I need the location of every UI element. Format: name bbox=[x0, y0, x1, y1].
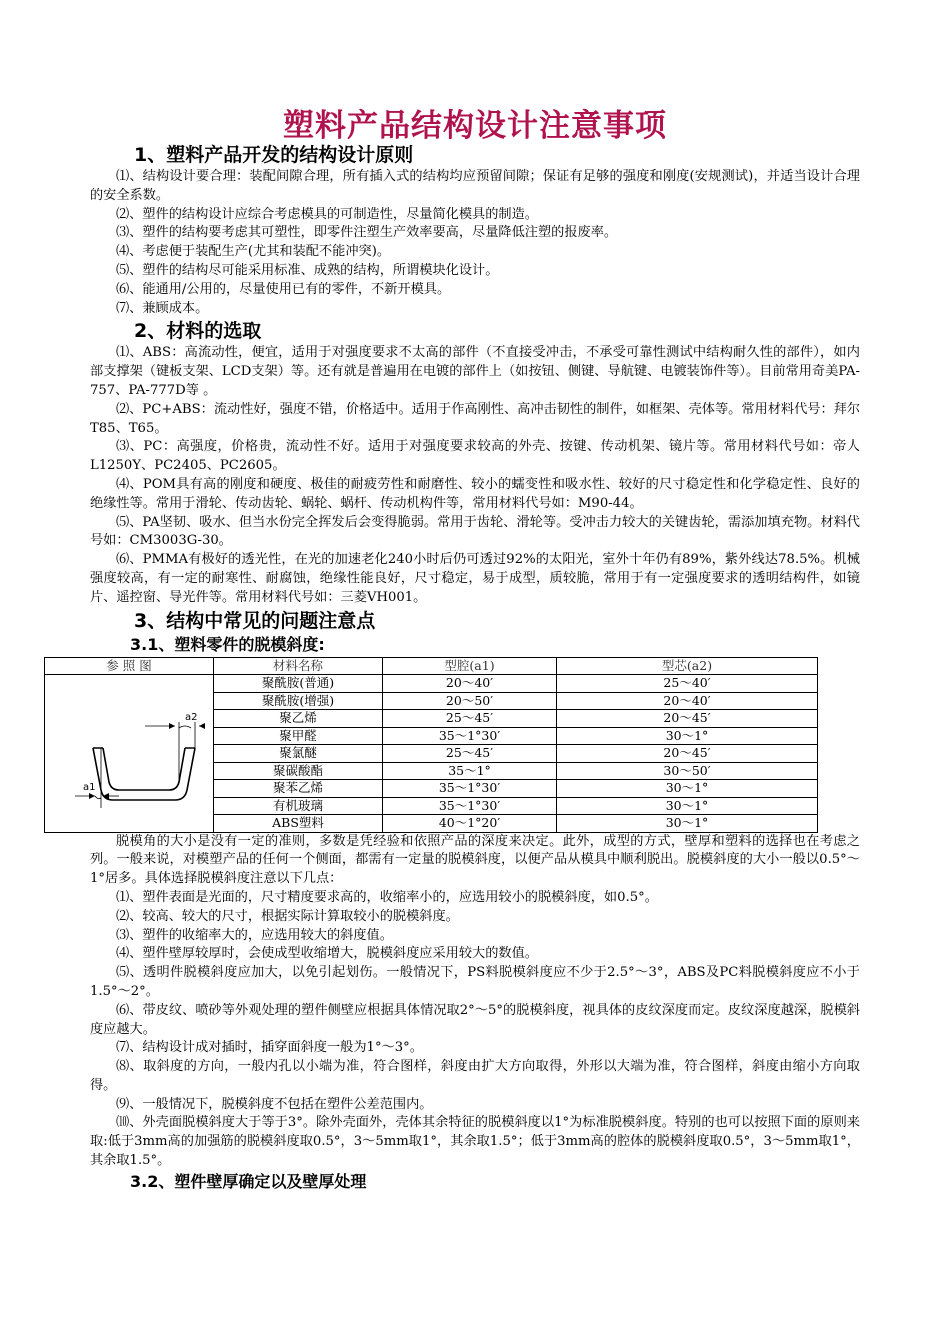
core-angle-cell: 20～40′ bbox=[557, 692, 818, 710]
material-name-cell: 聚酰胺(增强) bbox=[214, 692, 383, 710]
cavity-angle-cell: 40～1°20′ bbox=[383, 815, 557, 833]
a2-arrowhead-right bbox=[199, 723, 205, 729]
draft-angle-drawing bbox=[45, 678, 205, 828]
draft-angle-item: ⑼、一般情况下，脱模斜度不包括在塑件公差范围内。 bbox=[116, 1096, 433, 1112]
section-1-item: ⑺、兼顾成本。 bbox=[116, 300, 209, 316]
draft-angle-item: ⑽、外壳面脱模斜度大于等于3°。除外壳面外，壳体其余特征的脱模斜度以1°为标准脱模斜度。特别的也可以按照下面的原则来取:低于3mm高的加强筋的脱模斜度取0.5°，3～5mm取1°，其余取1.5°；低于3mm高的腔体的脱模斜度取0.5°，3～5mm取1°，其余取1.5°。 bbox=[90, 1115, 860, 1169]
material-name-cell: 聚碳酸酯 bbox=[214, 762, 383, 780]
core-angle-cell: 30～50′ bbox=[557, 762, 818, 780]
section-1-item: ⑷、考虑便于装配生产(尤其和装配不能冲突)。 bbox=[116, 244, 391, 260]
cavity-angle-cell: 25～45′ bbox=[383, 745, 557, 763]
a2-angle-arc bbox=[179, 726, 191, 728]
material-name-cell: 有机玻璃 bbox=[214, 797, 383, 815]
material-name-cell: 聚苯乙烯 bbox=[214, 780, 383, 798]
section-1-item: ⑸、塑件的结构尽可能采用标准、成熟的结构，所谓模块化设计。 bbox=[116, 262, 499, 278]
table-header-cell: 型芯(a2) bbox=[557, 657, 818, 675]
core-angle-cell: 30～1° bbox=[557, 815, 818, 833]
table-row bbox=[45, 675, 818, 693]
section-2-item: ⑴、ABS：高流动性，便宜，适用于对强度要求不太高的部件（不直接受冲击，不承受可靠性测试中结构耐久性的部件），如内部支撑架（键板支架、LCD支架）等。还有就是普遍用在电镀的部件上（如按钮、侧键、导航键、电镀装饰件等）。目前常用奇美PA-757、PA-777D等 。 bbox=[90, 345, 860, 398]
a2-arrowhead bbox=[169, 723, 175, 729]
draft-angle-item: ⑴、塑件表面是光面的，尺寸精度要求高的，收缩率小的，应选用较小的脱模斜度，如0.5°。 bbox=[116, 889, 658, 905]
section-3-1-heading: 3.1、塑料零件的脱模斜度: bbox=[130, 634, 325, 654]
draft-angle-diagram bbox=[45, 678, 205, 828]
part-inner-profile bbox=[103, 748, 185, 790]
cavity-angle-cell: 35～1°30′ bbox=[383, 727, 557, 745]
draft-angle-item: ⑶、塑件的收缩率大的，应选用较大的斜度值。 bbox=[116, 927, 393, 943]
cavity-angle-cell: 35～1°30′ bbox=[383, 780, 557, 798]
material-name-cell: 聚甲醛 bbox=[214, 727, 383, 745]
table-header-cell: 参 照 图 bbox=[45, 657, 214, 675]
section-2-list bbox=[90, 344, 860, 607]
reference-figure-cell bbox=[45, 675, 214, 833]
draft-angle-item: ⑻、取斜度的方向，一般内孔以小端为准，符合图样，斜度由扩大方向取得，外形以大端为准，符合图样，斜度由缩小方向取得。 bbox=[90, 1059, 860, 1093]
section-2-item: ⑷、POM具有高的刚度和硬度、极佳的耐疲劳性和耐磨性、较小的蠕变性和吸水性、较好的尺寸稳定性和化学稳定性、良好的绝缘性等。常用于滑轮、传动齿轮、蜗轮、蜗杆、传动机构件等，常用材料代号如：M90-44。 bbox=[90, 476, 860, 511]
cavity-angle-cell: 35～1° bbox=[383, 762, 557, 780]
draft-angle-item: ⑷、塑件壁厚较厚时，会使成型收缩增大，脱模斜度应采用较大的数值。 bbox=[116, 946, 538, 962]
section-2-item: ⑹、PMMA有极好的透光性，在光的加速老化240小时后仍可透过92%的太阳光，室外十年仍有89%，紫外线达78.5%。机械强度较高，有一定的耐寒性、耐腐蚀，绝缘性能良好，尺寸稳定，易于成型，质较脆，常用于有一定强度要求的透明结构件，如镜片、遥控窗、导光件等。常用材料代号如：三菱VH001。 bbox=[90, 552, 860, 605]
core-angle-cell: 30～1° bbox=[557, 727, 818, 745]
material-name-cell: ABS塑料 bbox=[214, 815, 383, 833]
section-1-item: ⑴、结构设计要合理：装配间隙合理，所有插入式的结构均应预留间隙；保证有足够的强度和刚度(安规测试)，并适当设计合理的安全系数。 bbox=[90, 169, 860, 203]
draft-angle-table bbox=[44, 657, 818, 833]
a1-arrowhead bbox=[89, 793, 95, 799]
section-1-list bbox=[90, 168, 860, 318]
section-3-1-text bbox=[90, 833, 860, 1171]
section-1-item: ⑹、能通用/公用的，尽量使用已有的零件，不新开模具。 bbox=[116, 281, 451, 297]
a2-label: a2 bbox=[185, 712, 198, 724]
draft-angle-item: ⑵、较高、较大的尺寸，根据实际计算取较小的脱模斜度。 bbox=[116, 908, 459, 924]
table-header-cell: 型腔(a1) bbox=[383, 657, 557, 675]
section-2-item: ⑶、PC：高强度，价格贵，流动性不好。适用于对强度要求较高的外壳、按键、传动机架、镜片等。常用材料代号如：帝人L1250Y、PC2405、PC2605。 bbox=[90, 439, 860, 474]
core-angle-cell: 30～1° bbox=[557, 780, 818, 798]
a1-label: a1 bbox=[83, 782, 96, 794]
section-1-item: ⑶、塑件的结构要考虑其可塑性，即零件注塑生产效率要高，尽量降低注塑的报废率。 bbox=[116, 225, 618, 241]
draft-angle-item: ⑺、结构设计成对插时，插穿面斜度一般为1°～3°。 bbox=[116, 1040, 423, 1056]
document-body bbox=[83, 142, 861, 1193]
cavity-angle-cell: 35～1°30′ bbox=[383, 797, 557, 815]
section-2-item: ⑵、PC+ABS：流动性好，强度不错，价格适中。适用于作高刚性、高冲击韧性的制件，如框架、壳体等。常用材料代号：拜尔T85、T65。 bbox=[90, 401, 861, 436]
section-3-heading: 3、结构中常见的问题注意点 bbox=[134, 609, 376, 632]
core-angle-cell: 20～45′ bbox=[557, 745, 818, 763]
core-angle-cell: 30～1° bbox=[557, 797, 818, 815]
core-angle-cell: 25～40′ bbox=[557, 675, 818, 693]
cavity-angle-cell: 20～40′ bbox=[383, 675, 557, 693]
core-angle-cell: 20～45′ bbox=[557, 710, 818, 728]
draft-angle-item: ⑸、透明件脱模斜度应加大，以免引起划伤。一般情况下，PS料脱模斜度应不少于2.5°～3°，ABS及PC料脱模斜度应不小于1.5°～2°。 bbox=[90, 965, 860, 999]
section-1-item: ⑵、塑件的结构设计应综合考虑模具的可制造性，尽量简化模具的制造。 bbox=[116, 206, 538, 222]
section-2-heading: 2、材料的选取 bbox=[134, 320, 262, 343]
table-header-row bbox=[45, 657, 818, 675]
section-2-item: ⑸、PA坚韧、吸水、但当水份完全挥发后会变得脆弱。常用于齿轮、滑轮等。受冲击力较大的关键齿轮，需添加填充物。材料代号如：CM3003G-30。 bbox=[90, 514, 860, 549]
cavity-angle-cell: 25～45′ bbox=[383, 710, 557, 728]
material-name-cell: 聚酰胺(普通) bbox=[214, 675, 383, 693]
material-name-cell: 聚氯醚 bbox=[214, 745, 383, 763]
cavity-angle-cell: 20～50′ bbox=[383, 692, 557, 710]
draft-angle-item: ⑹、带皮纹、喷砂等外观处理的塑件侧壁应根据具体情况取2°～5°的脱模斜度，视具体的皮纹深度而定。皮纹深度越深，脱模斜度应越大。 bbox=[90, 1002, 860, 1037]
draft-angle-intro: 脱模角的大小是没有一定的准则，多数是凭经验和依照产品的深度来决定。此外，成型的方式，壁厚和塑料的选择也在考虑之列。一般来说，对模塑产品的任何一个侧面，都需有一定量的脱模斜度，以便产品从模具中顺利脱出。脱模斜度的大小一般以0.5°～1°居多。具体选择脱模斜度注意以下几点： bbox=[90, 833, 860, 887]
section-3-2-heading: 3.2、塑件壁厚确定以及壁厚处理 bbox=[130, 1171, 367, 1191]
table-header-cell: 材料名称 bbox=[214, 657, 383, 675]
document-title: 塑料产品结构设计注意事项 bbox=[283, 108, 667, 144]
a1-angle-arc bbox=[95, 796, 101, 799]
material-name-cell: 聚乙烯 bbox=[214, 710, 383, 728]
section-1-heading: 1、塑料产品开发的结构设计原则 bbox=[134, 144, 414, 166]
